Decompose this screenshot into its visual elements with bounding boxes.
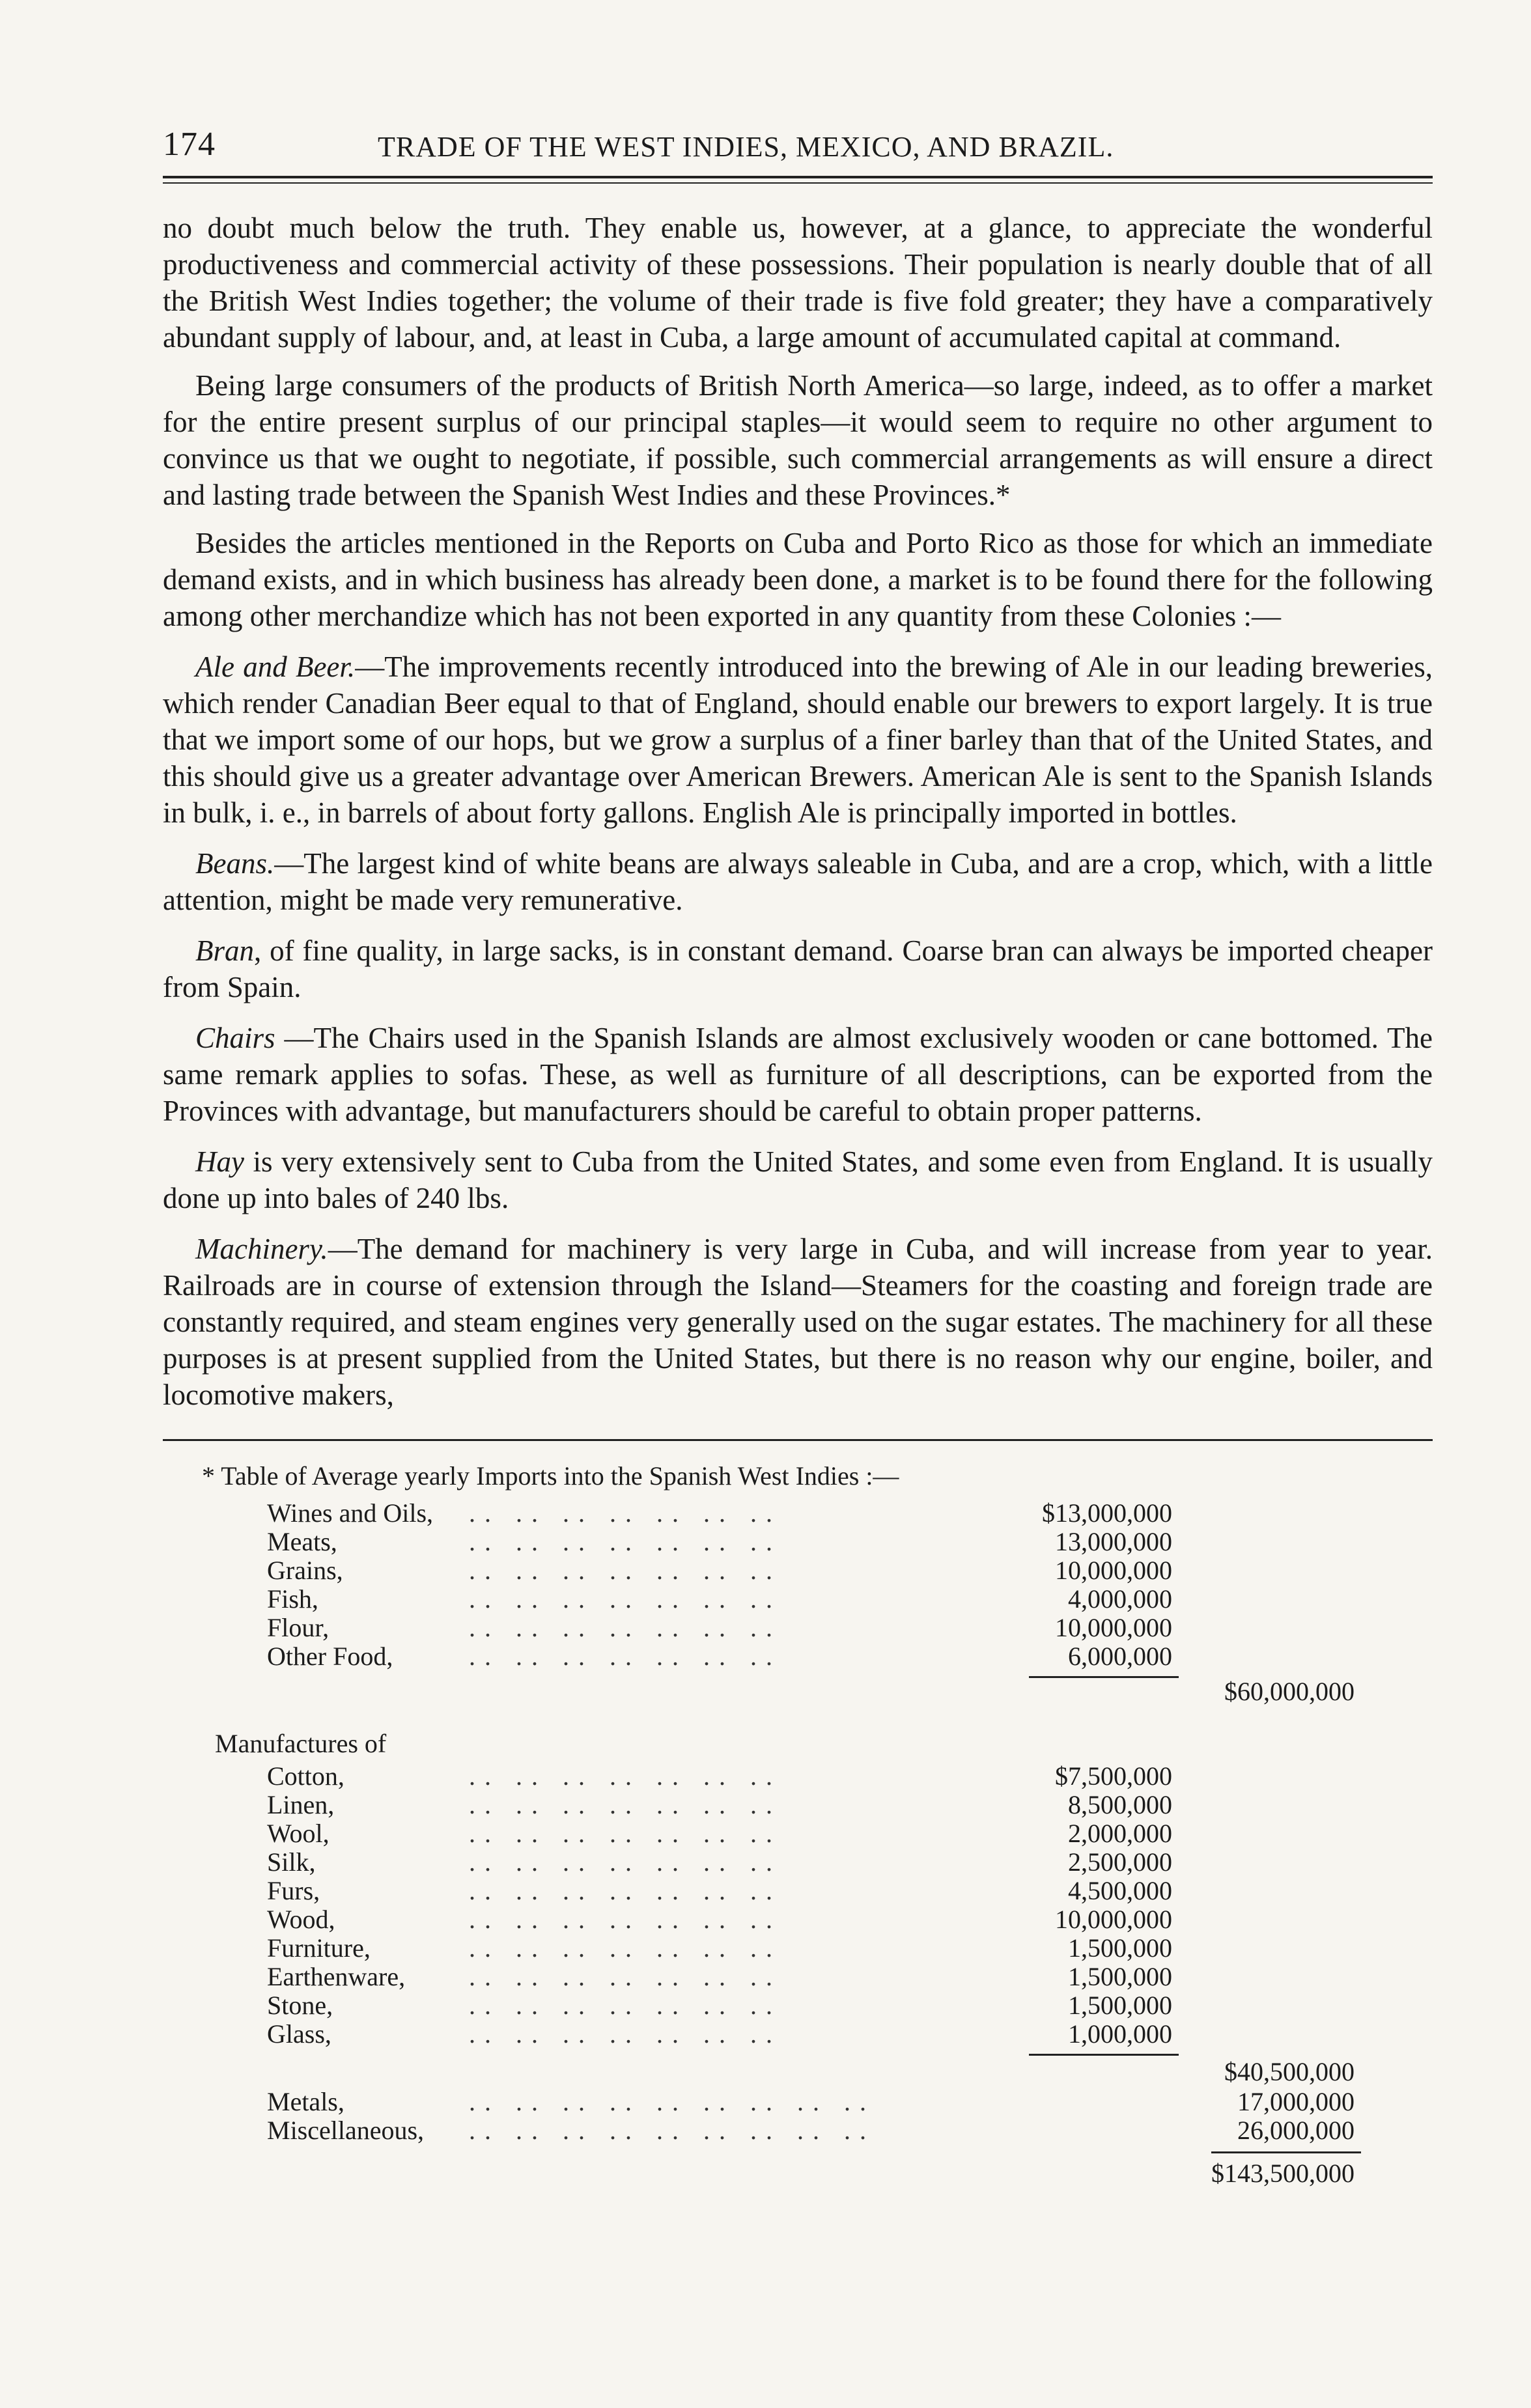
row-label: Metals, <box>267 2087 344 2116</box>
row-label: Miscellaneous, <box>267 2116 425 2145</box>
row-label: Linen, <box>267 1790 335 1819</box>
row-label: Wines and Oils, <box>267 1498 434 1528</box>
row-value: 10,000,000 <box>1055 1556 1172 1585</box>
group-heading <box>163 1722 1433 1761</box>
subtotal-row <box>163 1670 1433 1706</box>
row-label: Wood, <box>267 1905 335 1934</box>
entry-text: —The demand for machinery is very large in Cuba, and will increase from year to year. Railroads are in course of extension through the Island—Steamers for the coasting and foreign trade are constantly required, and steam engines very generally used on the sugar estates. The machinery for all these purposes is at present supplied from the United States, but there is no reason why our engine, boiler, and locomotive makers, <box>163 1233 1433 1411</box>
table-row <box>163 1818 1433 1847</box>
entry-text: , of fine quality, in large sacks, is in constant demand. Coarse bran can always be imported cheaper from Spain. <box>163 934 1433 1003</box>
header-rule <box>163 176 1433 178</box>
row-label: Earthenware, <box>267 1962 406 1991</box>
row-label: Flour, <box>267 1613 330 1642</box>
row-value: 10,000,000 <box>1055 1613 1172 1642</box>
grand-total-rule <box>1211 2151 1361 2153</box>
leader-dots: .. .. .. .. .. .. .. <box>469 1991 781 2020</box>
leader-dots: .. .. .. .. .. .. .. <box>469 1847 781 1877</box>
leader-dots: .. .. .. .. .. .. .. <box>469 1584 781 1614</box>
paragraph: Besides the articles mentioned in the Reports on Cuba and Porto Rico as those for which an immediate demand exists, and in which business has already been done, a market is to be found there for the following among other merchandize which has not been exported in any quantity from these Colonies :— <box>163 527 1433 632</box>
entry-chairs <box>163 1020 1433 1129</box>
manufactures-total: $40,500,000 <box>1224 2057 1355 2086</box>
leader-dots: .. .. .. .. .. .. .. <box>469 1905 781 1934</box>
entry-hay <box>163 1143 1433 1216</box>
body-text <box>163 210 1433 1413</box>
grand-total-row <box>163 2144 1433 2189</box>
row-label: Wool, <box>267 1819 330 1848</box>
entry-machinery <box>163 1231 1433 1413</box>
paragraph: Being large consumers of the products of British North America—so large, indeed, as to offer a market for the entire present surplus of our principal staples—it would seem to require no other argument to convince us that we ought to negotiate, if possible, such commercial arrangements as will ensure a direct and lasting trade between the Spanish West Indies and these Provinces.* <box>163 369 1433 511</box>
leader-dots: .. .. .. .. .. .. .. .. .. <box>469 2116 875 2145</box>
row-value: 2,000,000 <box>1068 1819 1172 1848</box>
leader-dots: .. .. .. .. .. .. .. <box>469 1790 781 1819</box>
table-row <box>163 1990 1433 2019</box>
row-label: Stone, <box>267 1991 333 2020</box>
table-row <box>163 1789 1433 1818</box>
table-row <box>163 1761 1433 1789</box>
table-row <box>163 2086 1433 2115</box>
table-row <box>163 1612 1433 1641</box>
manufactures-heading: Manufactures of <box>215 1729 387 1758</box>
table-row <box>163 1847 1433 1875</box>
row-label: Furniture, <box>267 1933 371 1963</box>
entry-text: —The Chairs used in the Spanish Islands are almost exclusively wooden or cane bottomed. The same remark applies to sofas. These, as well as furniture of all descriptions, can be exported from the Provinces with advantage, but manufacturers should be careful to obtain proper patterns. <box>163 1022 1433 1127</box>
row-value: 8,500,000 <box>1068 1790 1172 1819</box>
row-value: 1,500,000 <box>1068 1991 1172 2020</box>
entry-term: Bran <box>195 934 254 967</box>
leader-dots: .. .. .. .. .. .. .. <box>469 1556 781 1585</box>
leader-dots: .. .. .. .. .. .. .. .. .. <box>469 2087 875 2116</box>
table-row <box>163 1641 1433 1670</box>
entry-text: —The improvements recently introduced into the brewing of Ale in our leading breweries, which render Canadian Beer equal to that of England, should enable our brewers to export largely. It is true that we import some of our hops, but we grow a surplus of a finer barley than that of the United States, and this should give us a greater advantage over American Brewers. American Ale is sent to the Spanish Islands in bulk, i. e., in barrels of about forty gallons. English Ale is principally imported in bottles. <box>163 651 1433 829</box>
entry-term: Chairs <box>195 1022 275 1054</box>
leader-dots: .. .. .. .. .. .. .. <box>469 1819 781 1848</box>
table-row <box>163 1555 1433 1584</box>
table-row <box>163 2019 1433 2047</box>
row-label: Grains, <box>267 1556 343 1585</box>
row-value: 4,500,000 <box>1068 1876 1172 1905</box>
footnote <box>163 1461 1433 2189</box>
row-value: 6,000,000 <box>1068 1642 1172 1671</box>
header-rule-thin <box>163 182 1433 184</box>
row-value: 1,000,000 <box>1068 2019 1172 2049</box>
leader-dots: .. .. .. .. .. .. .. <box>469 1527 781 1556</box>
table-row <box>163 1498 1433 1526</box>
subtotal-row <box>163 2047 1433 2086</box>
entry-text: is very extensively sent to Cuba from the United States, and some even from England. It is usually done up into bales of 240 lbs. <box>163 1145 1433 1214</box>
row-value: 2,500,000 <box>1068 1847 1172 1877</box>
row-value: 1,500,000 <box>1068 1962 1172 1991</box>
entry-term: Machinery. <box>195 1233 328 1265</box>
page <box>163 117 1433 2189</box>
table-row <box>163 1904 1433 1933</box>
entry-ale-and-beer <box>163 649 1433 831</box>
paragraph: no doubt much below the truth. They enable us, however, at a glance, to appreciate the wonderful productiveness and commercial activity of these possessions. Their population is nearly double that of all the British West Indies together; the volume of their trade is five fold greater; they have a comparatively abundant supply of labour, and, at least in Cuba, a large amount of accumulated capital at command. <box>163 212 1433 354</box>
row-value: $13,000,000 <box>1042 1498 1172 1528</box>
entry-bran <box>163 932 1433 1005</box>
leader-dots: .. .. .. .. .. .. .. <box>469 1761 781 1791</box>
page-number: 174 <box>163 126 216 163</box>
row-value: 10,000,000 <box>1055 1905 1172 1934</box>
row-label: Meats, <box>267 1527 337 1556</box>
row-label: Cotton, <box>267 1761 344 1791</box>
leader-dots: .. .. .. .. .. .. .. <box>469 1498 781 1528</box>
table-row <box>163 1933 1433 1961</box>
leader-dots: .. .. .. .. .. .. .. <box>469 1642 781 1671</box>
row-value: 17,000,000 <box>1237 2087 1355 2116</box>
row-value: 1,500,000 <box>1068 1933 1172 1963</box>
grand-total: $143,500,000 <box>1211 2159 1355 2188</box>
entry-term: Ale and Beer. <box>195 651 356 683</box>
leader-dots: .. .. .. .. .. .. .. <box>469 1933 781 1963</box>
running-header <box>163 117 1433 169</box>
table-row <box>163 1584 1433 1612</box>
entry-text: —The largest kind of white beans are always saleable in Cuba, and are a crop, which, with a little attention, might be made very remunerative. <box>163 847 1433 916</box>
subtotal-rule <box>1029 2054 1179 2056</box>
row-value: 4,000,000 <box>1068 1584 1172 1614</box>
entry-term: Beans. <box>195 847 275 880</box>
table-row <box>163 2115 1433 2144</box>
entry-term: Hay <box>195 1145 244 1178</box>
table-row <box>163 1875 1433 1904</box>
row-label: Glass, <box>267 2019 331 2049</box>
leader-dots: .. .. .. .. .. .. .. <box>469 1613 781 1642</box>
subtotal-rule <box>1029 1676 1179 1678</box>
footnote-rule <box>163 1439 1433 1441</box>
leader-dots: .. .. .. .. .. .. .. <box>469 2019 781 2049</box>
running-title: TRADE OF THE WEST INDIES, MEXICO, AND BRAZIL. <box>378 131 1114 163</box>
food-total: $60,000,000 <box>1224 1677 1355 1706</box>
leader-dots: .. .. .. .. .. .. .. <box>469 1962 781 1991</box>
row-label: Fish, <box>267 1584 318 1614</box>
leader-dots: .. .. .. .. .. .. .. <box>469 1876 781 1905</box>
imports-table <box>163 1498 1433 2189</box>
row-value: 26,000,000 <box>1237 2116 1355 2145</box>
footnote-intro: * Table of Average yearly Imports into the Spanish West Indies :— <box>202 1461 899 1491</box>
row-label: Furs, <box>267 1876 320 1905</box>
row-value: 13,000,000 <box>1055 1527 1172 1556</box>
entry-beans <box>163 845 1433 918</box>
table-row <box>163 1526 1433 1555</box>
row-label: Other Food, <box>267 1642 393 1671</box>
row-value: $7,500,000 <box>1055 1761 1172 1791</box>
row-label: Silk, <box>267 1847 316 1877</box>
table-row <box>163 1961 1433 1990</box>
